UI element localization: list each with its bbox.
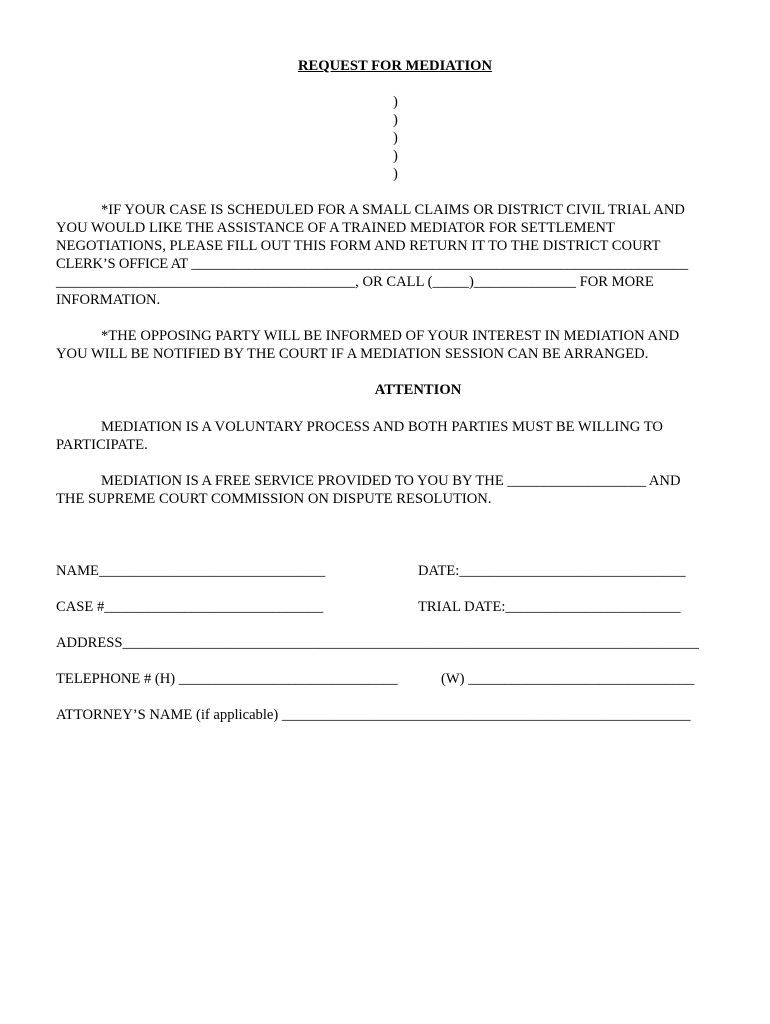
para-line: MEDIATION IS A VOLUNTARY PROCESS AND BOTH PARTIES MUST BE WILLING TO xyxy=(101,419,663,435)
para-line: YOU WOULD LIKE THE ASSISTANCE OF A TRAINED MEDIATOR FOR SETTLEMENT xyxy=(56,220,615,236)
case-number-field[interactable]: CASE #______________________________ xyxy=(56,599,324,615)
para-line: _________________________________________, OR CALL (_____)______________ FOR MORE xyxy=(56,274,654,290)
notification-paragraph xyxy=(56,327,736,363)
para-line: *IF YOUR CASE IS SCHEDULED FOR A SMALL CLAIMS OR DISTRICT CIVIL TRIAL AND xyxy=(101,202,685,218)
para-line: YOU WILL BE NOTIFIED BY THE COURT IF A MEDIATION SESSION CAN BE ARRANGED. xyxy=(56,346,649,362)
trial-date-field[interactable]: TRIAL DATE:________________________ xyxy=(418,599,681,615)
caption-parentheses xyxy=(393,93,398,183)
instructions-paragraph xyxy=(56,201,736,309)
para-line: *THE OPPOSING PARTY WILL BE INFORMED OF YOUR INTEREST IN MEDIATION AND xyxy=(101,328,680,344)
free-service-paragraph xyxy=(56,472,736,508)
address-field[interactable]: ADDRESS_______________________________________________________________________________ xyxy=(56,635,699,651)
home-telephone-field[interactable]: TELEPHONE # (H) ______________________________ xyxy=(56,671,398,687)
para-line: NEGOTIATIONS, PLEASE FILL OUT THIS FORM AND RETURN IT TO THE DISTRICT COURT xyxy=(56,238,661,254)
paren: ) xyxy=(393,112,398,128)
work-telephone-field[interactable]: (W) _______________________________ xyxy=(441,671,695,687)
attorney-name-field[interactable]: ATTORNEY’S NAME (if applicable) ________________________________________________________ xyxy=(56,707,691,723)
page-title: REQUEST FOR MEDIATION xyxy=(297,58,493,74)
name-field[interactable]: NAME_______________________________ xyxy=(56,563,326,579)
paren: ) xyxy=(393,94,398,110)
attention-heading: ATTENTION xyxy=(374,382,462,398)
paren: ) xyxy=(393,166,398,182)
para-line: INFORMATION. xyxy=(56,292,161,308)
paren: ) xyxy=(393,130,398,146)
para-line: MEDIATION IS A FREE SERVICE PROVIDED TO YOU BY THE ___________________ AND xyxy=(101,473,681,489)
para-line: THE SUPREME COURT COMMISSION ON DISPUTE RESOLUTION. xyxy=(56,491,492,507)
paren: ) xyxy=(393,148,398,164)
voluntary-paragraph xyxy=(56,418,736,454)
para-line: CLERK’S OFFICE AT ______________________________________________________________________ xyxy=(56,256,688,272)
date-field[interactable]: DATE:_______________________________ xyxy=(418,563,686,579)
para-line: PARTICIPATE. xyxy=(56,437,148,453)
